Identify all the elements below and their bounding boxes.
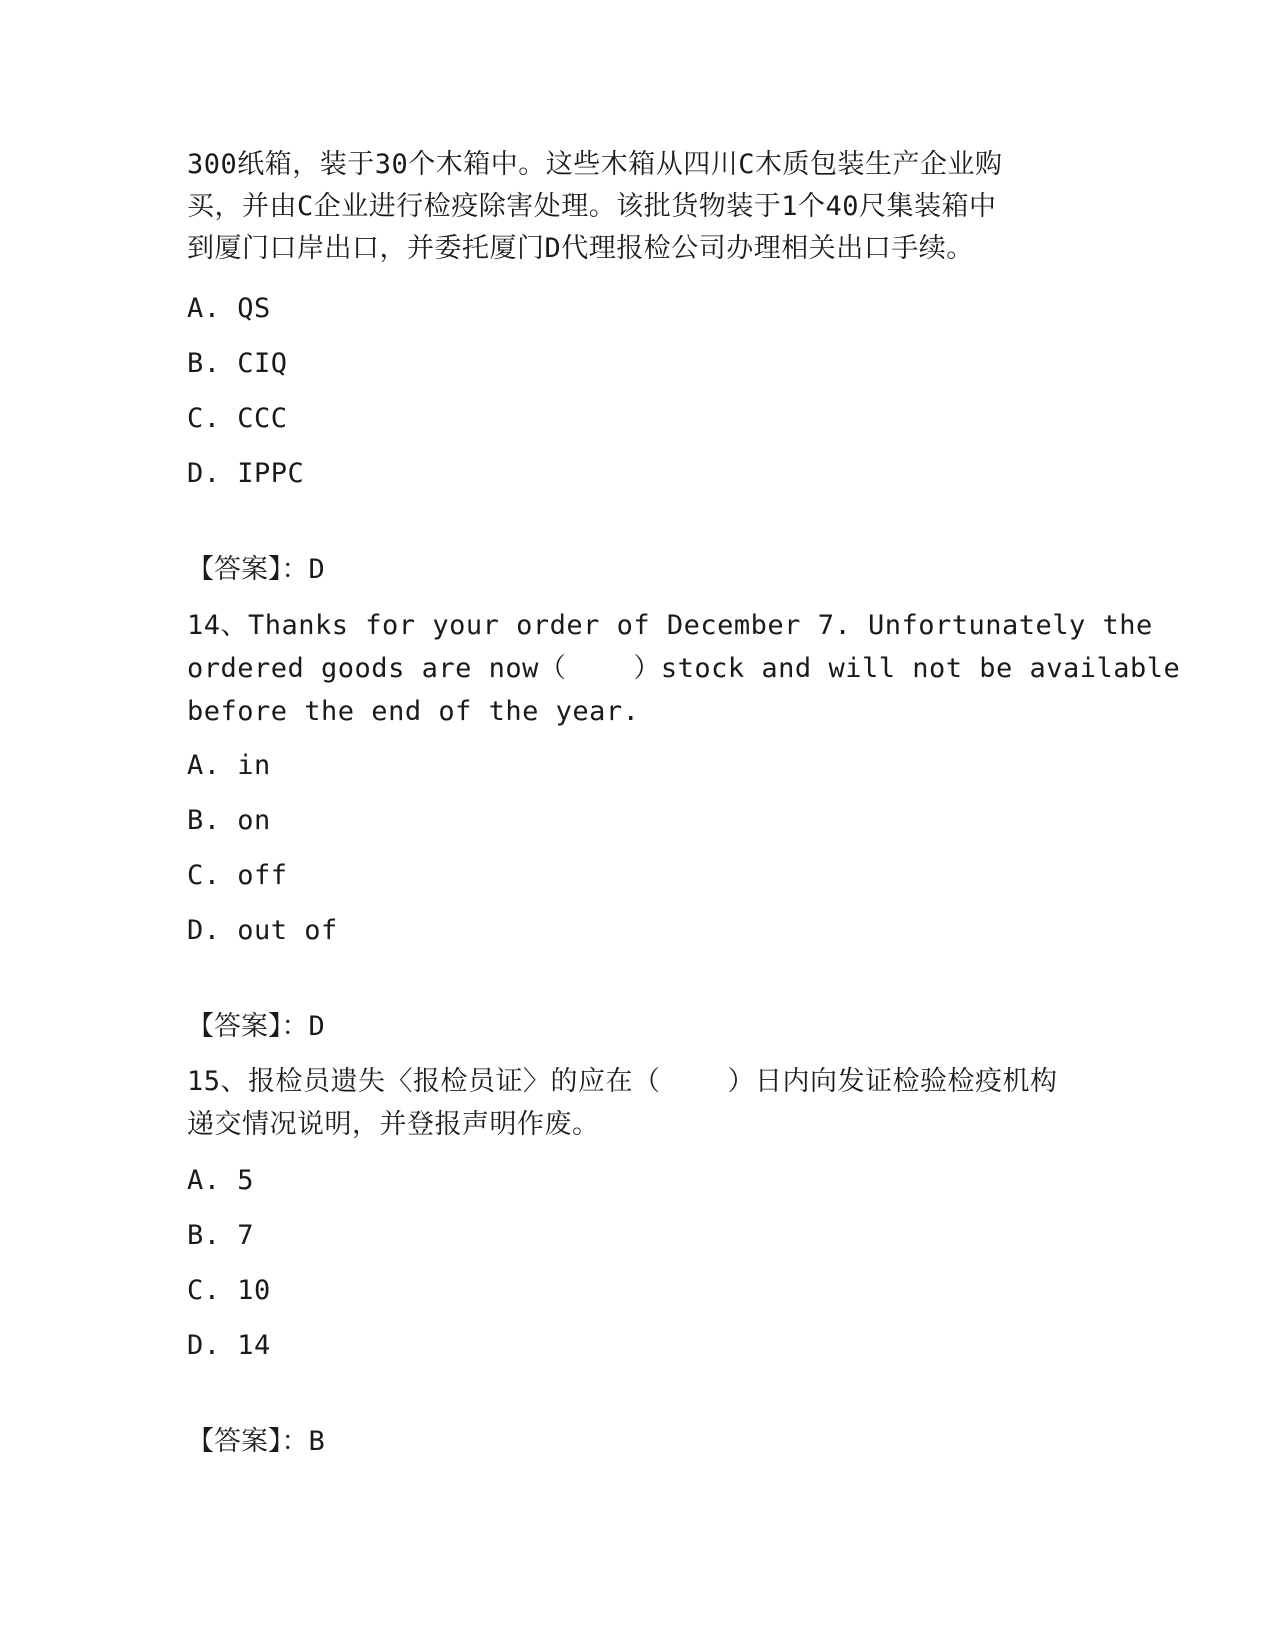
- question-stem-line: 递交情况说明，并登报声明作废。: [187, 1109, 600, 1140]
- question-stem-line: 15、报检员遗失〈报检员证〉的应在（ ）日内向发证检验检疫机构: [187, 1066, 1058, 1097]
- answer-label: 【答案】：D: [187, 1011, 325, 1042]
- option-a: A. in: [187, 750, 271, 781]
- option-b: B. CIQ: [187, 348, 288, 379]
- option-d: D. out of: [187, 915, 338, 946]
- option-d: D. IPPC: [187, 458, 305, 489]
- option-c: C. CCC: [187, 403, 288, 434]
- answer-label: 【答案】：D: [187, 554, 325, 585]
- option-b: B. 7: [187, 1220, 255, 1251]
- option-d: D. 14: [187, 1330, 271, 1361]
- answer-label: 【答案】：B: [187, 1426, 325, 1457]
- question-stem-line: 买，并由C企业进行检疫除害处理。该批货物装于1个40尺集装箱中: [187, 191, 997, 222]
- option-c: C. off: [187, 860, 288, 891]
- question-stem-line: before the end of the year.: [187, 696, 640, 727]
- question-stem-line: 14、Thanks for your order of December 7. Unfortunately the: [187, 610, 1153, 641]
- question-stem-line: 到厦门口岸出口，并委托厦门D代理报检公司办理相关出口手续。: [187, 233, 974, 264]
- question-stem-line: 300纸箱，装于30个木箱中。这些木箱从四川C木质包装生产企业购: [187, 149, 1003, 180]
- option-b: B. on: [187, 805, 271, 836]
- option-a: A. 5: [187, 1165, 255, 1196]
- question-stem-line: ordered goods are now（ ）stock and will not be available: [187, 653, 1181, 684]
- option-c: C. 10: [187, 1275, 271, 1306]
- option-a: A. QS: [187, 293, 271, 324]
